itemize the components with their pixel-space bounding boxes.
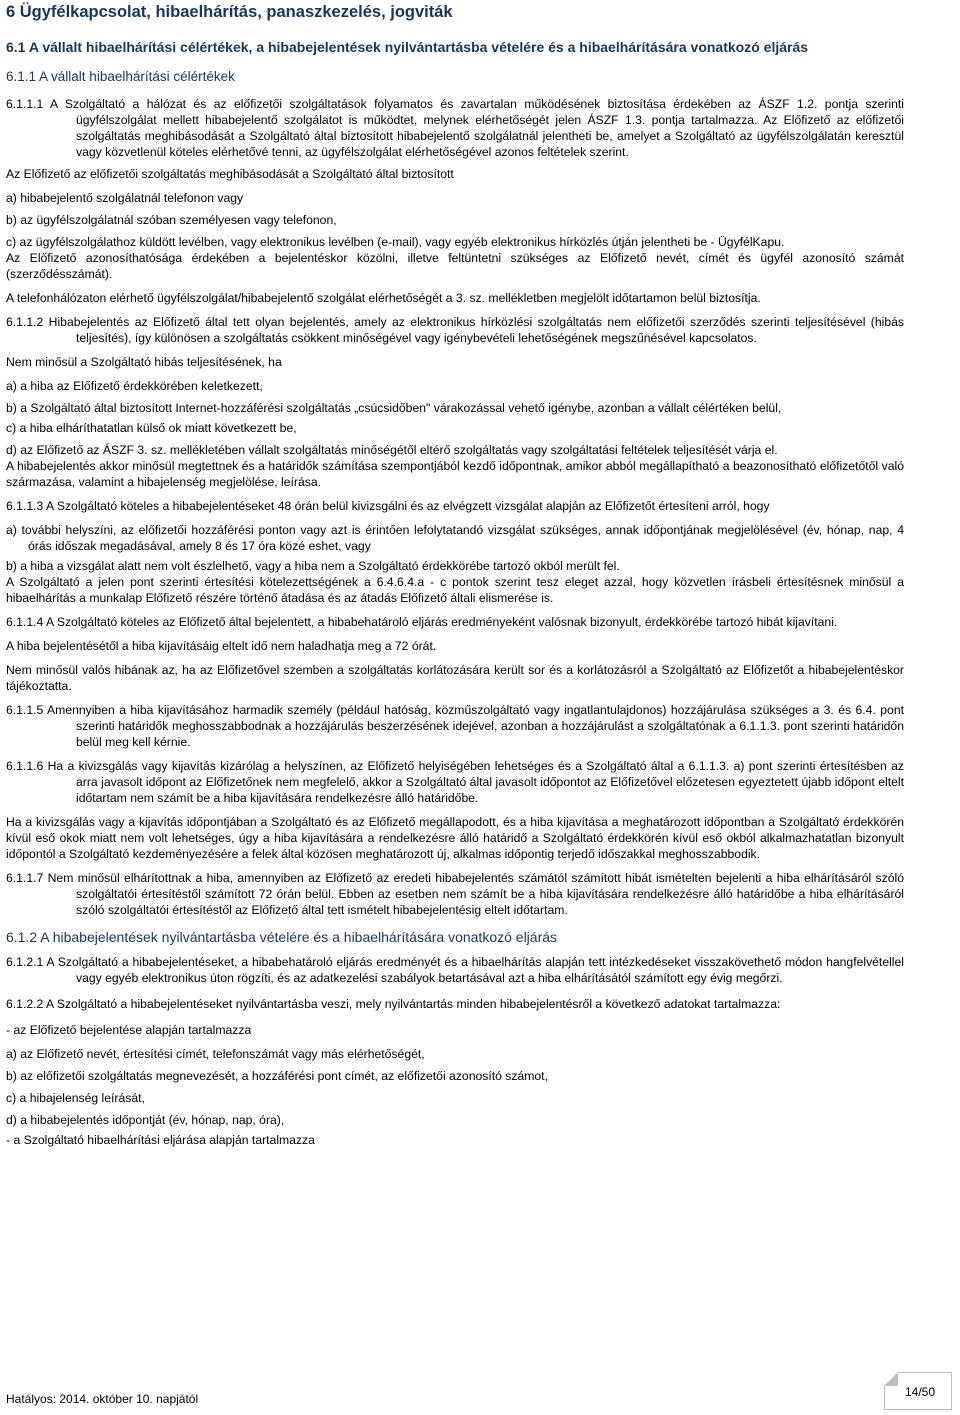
paragraph: Ha a kivizsgálás vagy a kijavítás időpontjában a Szolgáltató és az Előfizető megállapodott, és a hiba kijavítása a meghatározott időpontban a Szolgáltató érdekkörén kívül eső okok miatt nem volt lehetséges, úgy a hiba kijavítására a rendelkezésre álló határidő a Szolgáltató érdekkörén kívül eső okból alkalmazhatatlan bizonyult időpontól a Szolgáltató kezdeményezésére a felek által közösen meghatározott új, alkalmas időpontig terjedő időszakkal meghosszabbodik. xyxy=(6,815,904,861)
paragraph-6-1-1-3: 6.1.1.3 A Szolgáltató köteles a hibabejelentéseket 48 órán belül kivizsgálni és az elvégzett vizsgálat alapján az Előfizetőt értesíteni arról, hogy xyxy=(6,499,770,513)
paragraph-6-1-1-2: 6.1.1.2 Hibabejelentés az Előfizető által tett olyan bejelentés, amely az elektronikus hírközlési szolgáltatás nem előfizetői szerződés szerinti teljesítésével (hibás teljesítés), így különösen a szolgáltatás csökkent minőségével vagy igénybevételi lehetőségének megszűnésével kapcsolatos. xyxy=(6,315,904,345)
paragraph-6-1-1-1: 6.1.1.1 A Szolgáltató a hálózat és az előfizetői szolgáltatások folyamatos és zavartalan működésének biztosítása érdekében az ÁSZF 1.2. pontja szerinti ügyfélszolgálat mellett hibabejelentő szolgálatot is működtet, melynek elérhetőségét jelen ÁSZF 1.3. pontja tartalmazza. Az Előfizető az előfizetői szolgáltatás meghibásodását a Szolgáltató által biztosított hibabejelentő szolgálatnál jelentheti be, amelyet a Szolgáltató az ügyfélszolgálatán keresztül vagy közvetlenül köteles elérhetővé tenni, az ügyfélszolgálat elérhetőségével azonos feltételek szerint. xyxy=(6,97,904,159)
list-item: d) az Előfizető az ÁSZF 3. sz. mellékletében vállalt szolgáltatás minőségétől eltérő szolgáltatás vagy szolgáltatási feltételek teljesítését várja el. xyxy=(6,443,778,457)
document-page xyxy=(6,0,904,1148)
list-item: d) a hibabejelentés időpontját (év, hónap, nap, óra), xyxy=(6,1113,285,1127)
paragraph-6-1-2-2: 6.1.2.2 A Szolgáltató a hibabejelentéseket nyilvántartásba veszi, mely nyilvántartás minden hibabejelentésről a következő adatokat tartalmazza: xyxy=(6,997,781,1011)
paragraph-6-1-1-6: 6.1.1.6 Ha a kivizsgálás vagy kijavítás kizárólag a helyszínen, az Előfizető helyiségében lehetséges és a Szolgáltató által a 6.1.1.3. a) pont szerinti értesítésben az arra javasolt időpont az Előfizetőnek nem megfelelő, akkor a Szolgáltató által javasolt időpontot az Előfizetővel előzetesen egyeztetett újabb időpont eltelt időtartam nem számít be a hiba kijavítására rendelkezésre álló határidőbe. xyxy=(6,759,904,805)
list-item: c) a hiba elháríthatatlan külső ok miatt következett be, xyxy=(6,421,297,435)
paragraph: A hibabejelentés akkor minősül megtettnek és a határidők számítása szempontjából kezdő időpontnak, amikor abból megállapítható a beazonosítható előfizetőtől való származása, valamint a hibajelenség megjelölése, leírása. xyxy=(6,459,904,489)
paragraph: A telefonhálózaton elérhető ügyfélszolgálat/hibabejelentő szolgálat elérhetőségét a 3. sz. mellékletben megjelölt időtartamon belül biztosítja. xyxy=(6,291,761,305)
paragraph-6-1-1-5: 6.1.1.5 Amennyiben a hiba kijavításához harmadik személy (például hatóság, közműszolgáltató vagy ingatlantulajdonos) hozzájárulása szükséges a 3. és 6.4. pont szerinti határidők meghosszabbodnak a hozzájárulás beszerzésének idejével, azonban a hozzájárulást a szolgáltatónak a 6.1.1.3. pont szerinti határidőn belül meg kell kérnie. xyxy=(6,703,904,749)
paragraph: Nem minősül a Szolgáltató hibás teljesítésének, ha xyxy=(6,355,282,369)
paragraph: Az Előfizető azonosíthatósága érdekében a bejelentéskor közölni, illetve feltüntetni szükséges az Előfizető nevét, címét és ügyfél azonosító számát (szerződésszámát). xyxy=(6,251,904,281)
list-item: - az Előfizető bejelentése alapján tartalmazza xyxy=(6,1023,252,1037)
list-item: c) a hibajelenség leírását, xyxy=(6,1091,145,1105)
list-item: b) a Szolgáltató által biztosított Internet-hozzáférési szolgáltatás „csúcsidőben" várakozással vehető igénybe, azonban a vállalt célértéken belül, xyxy=(6,401,782,415)
list-item: - a Szolgáltató hibaelhárítási eljárása alapján tartalmazza xyxy=(6,1133,315,1147)
footer-effective-date: Hatályos: 2014. október 10. napjától xyxy=(6,1392,199,1406)
paragraph: A Szolgáltató a jelen pont szerinti értesítési kötelezettségének a 6.4.6.4.a - c pontok szerint tesz eleget azzal, hogy közvetlen írásbeli értesítésnek minősül a hibaelhárítás a munkalap Előfizető részére történő átadása és az átadás Előfizető általi elismerése is. xyxy=(6,575,904,605)
heading-6-1-1: 6.1.1 A vállalt hibaelhárítási célértékek xyxy=(6,69,235,84)
list-item: b) az előfizetői szolgáltatás megnevezését, a hozzáférési pont címét, az előfizetői azonosító számot, xyxy=(6,1069,548,1083)
list-item: a) hibabejelentő szolgálatnál telefonon vagy xyxy=(6,191,244,205)
folded-corner-icon xyxy=(884,1372,898,1386)
page-number: 14/50 xyxy=(904,1385,935,1399)
list-item: c) az ügyfélszolgálathoz küldött levélben, vagy elektronikus levélben (e-mail), vagy egyéb elektronikus hírközlés útján jelentheti be - ÜgyfélKapu. xyxy=(6,235,785,249)
paragraph-6-1-1-7: 6.1.1.7 Nem minősül elhárítottnak a hiba, amennyiben az Előfizető az eredeti hibabejelentés számától számított hibát ismételten bejelenti a hiba elhárításáról szóló szolgáltatói értesítéstől számított 72 órán belül. Ebben az esetben nem számít be a hiba kijavítására rendelkezésre álló határidőbe a hiba elhárításáról szóló szolgáltatói értesítéstől az Előfizető által tett ismételt hibabejelentésig eltelt időtartam. xyxy=(6,871,904,917)
paragraph: Az Előfizető az előfizetői szolgáltatás meghibásodását a Szolgáltató által biztosított xyxy=(6,167,454,181)
paragraph: Nem minősül valós hibának az, ha az Előfizetővel szemben a szolgáltatás korlátozására került sor és a korlátozásról a Szolgáltató az Előfizetőt a hibabejelentéskor tájékoztatta. xyxy=(6,663,904,693)
list-item: a) a hiba az Előfizető érdekkörében keletkezett, xyxy=(6,379,263,393)
paragraph-6-1-2-1: 6.1.2.1 A Szolgáltató a hibabejelentéseket, a hibabehatároló eljárás eredményét és a hibaelhárítás alapján tett intézkedéseket visszakövethető módon hangfelvétellel vagy egyéb elektronikus úton rögzíti, és az adatkezelési szabályok betartásával azt a hiba elhárításától számított egy évig megőrzi. xyxy=(6,955,904,985)
page-number-box xyxy=(884,1372,952,1410)
paragraph: A hiba bejelentésétől a hiba kijavításáig eltelt idő nem haladhatja meg a 72 órát. xyxy=(6,639,437,653)
heading-6-1: 6.1 A vállalt hibaelhárítási célértékek, a hibabejelentések nyilvántartásba vételére és a hibaelhárítására vonatkozó eljárás xyxy=(6,39,809,55)
heading-section-6: 6 Ügyfélkapcsolat, hibaelhárítás, panaszkezelés, jogviták xyxy=(6,3,453,21)
list-item: a) az Előfizető nevét, értesítési címét, telefonszámát vagy más elérhetőségét, xyxy=(6,1047,425,1061)
list-item: b) a hiba a vizsgálat alatt nem volt észlelhető, vagy a hiba nem a Szolgáltató érdekkörébe tartozó okból merült fel. xyxy=(6,559,620,573)
paragraph-6-1-1-4: 6.1.1.4 A Szolgáltató köteles az Előfizető által bejelentett, a hibabehatároló eljárás eredményeként valósnak bizonyult, érdekkörébe tartozó hibát kijavítani. xyxy=(6,615,838,629)
list-item: b) az ügyfélszolgálatnál szóban személyesen vagy telefonon, xyxy=(6,213,337,227)
heading-6-1-2: 6.1.2 A hibabejelentések nyilvántartásba vételére és a hibaelhárítására vonatkozó eljárás xyxy=(6,929,558,945)
list-item: a) további helyszíni, az előfizetői hozzáférési ponton vagy azt is érintően lefolytatandó vizsgálat szükséges, annak időpontjának megjelölésével (év, hónap, nap, 4 órás időszak megadásával, amely 8 és 17 óra közé eshet, vagy xyxy=(6,523,904,553)
